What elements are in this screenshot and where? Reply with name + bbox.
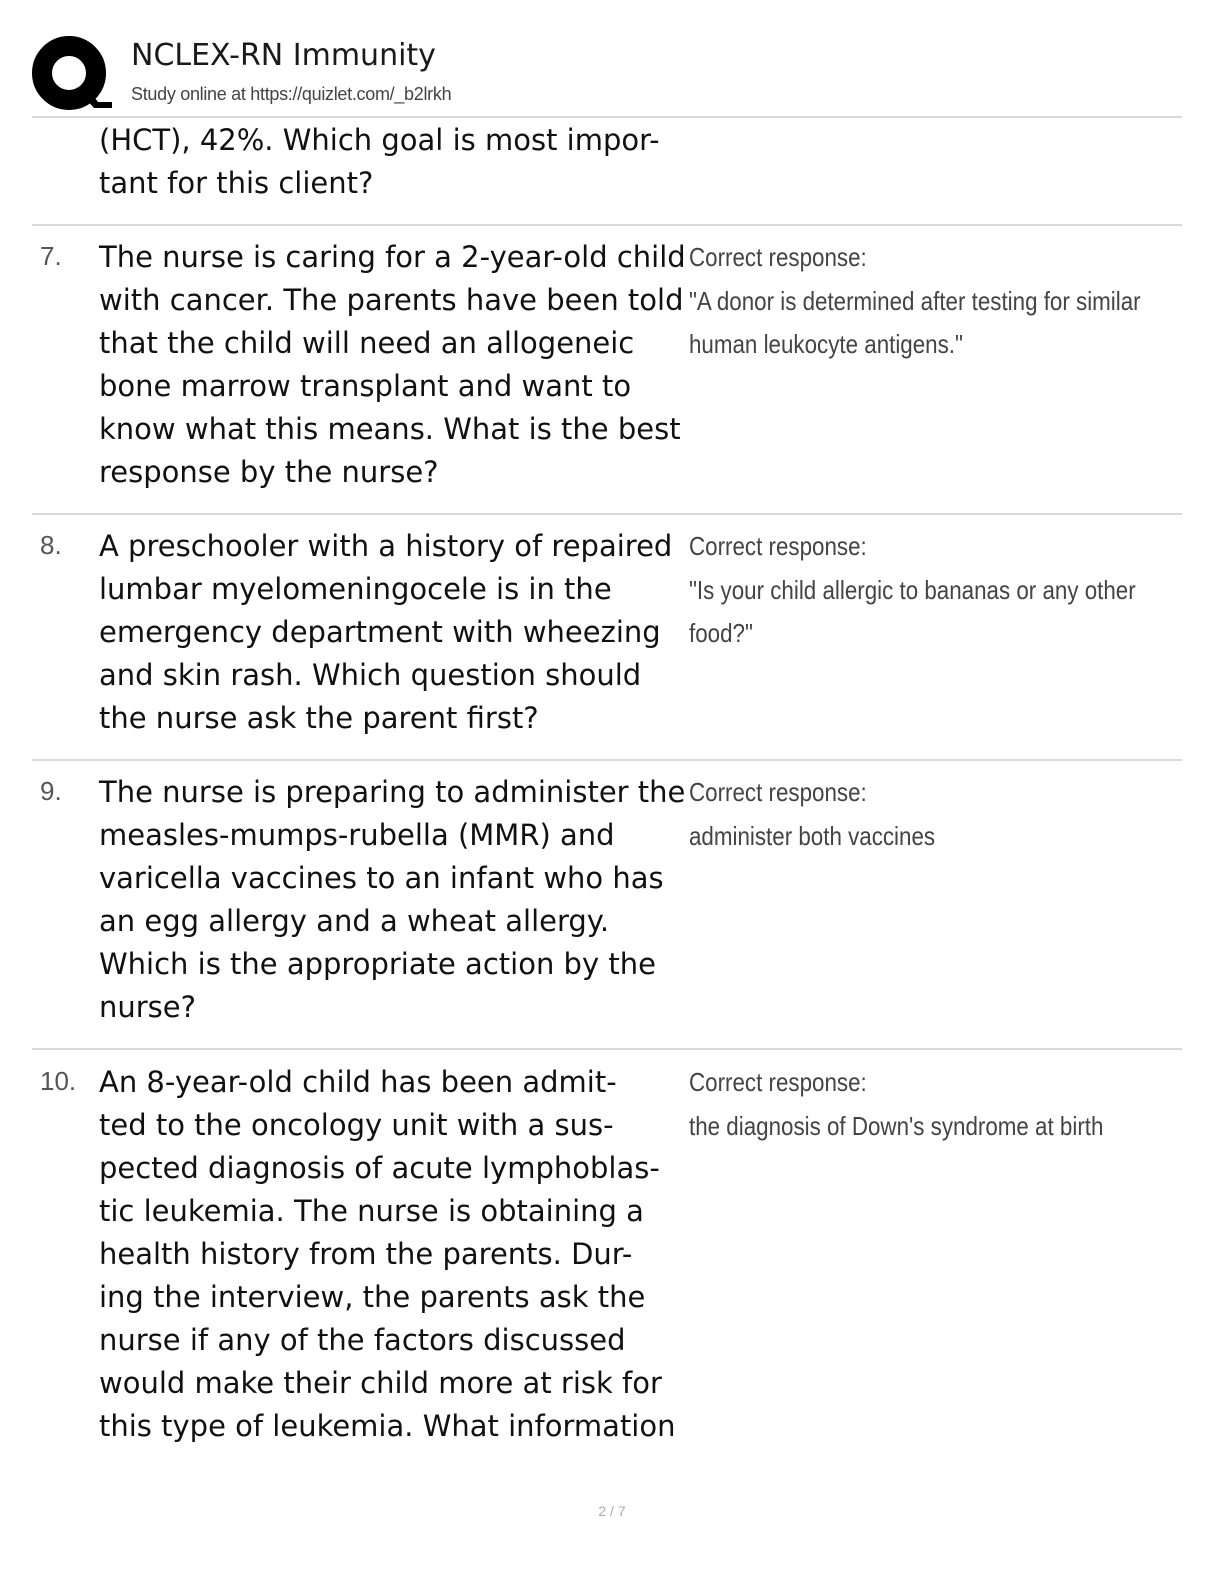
answer-block: [689, 236, 1171, 367]
answer-text: the diagnosis of Down's syndrome at birth: [689, 1110, 1104, 1141]
page-header: [32, 36, 1182, 116]
divider: [32, 759, 1182, 761]
answer-label: Correct response:: [689, 1067, 867, 1097]
answer-block: [689, 525, 1171, 656]
answer-label: Correct response:: [689, 242, 867, 272]
page-title: NCLEX-RN Immunity: [131, 38, 436, 73]
divider: [32, 513, 1182, 515]
study-link[interactable]: Study online at https://quizlet.com/_b2lrkh: [131, 84, 452, 104]
answer-text: "A donor is determined after testing for similar human leukocyte antigens.": [689, 285, 1141, 359]
answer-label: Correct response:: [689, 777, 867, 807]
item-number: 10.: [40, 1066, 77, 1096]
question-text: An 8-year-old child has been admit- ted to the oncology unit with a sus- pected diagnosis of acute lymphoblas- tic leukemia. The nurse is obtaining a health history from the parents. Dur- ing the interview, the parents ask the nurse if any of the factors discussed would make their child more at risk for this type of leukemia. What information: [99, 1065, 676, 1443]
item-number: 8.: [40, 530, 62, 560]
question-text: The nurse is preparing to administer the measles-mumps-rubella (MMR) and varicella vaccines to an infant who has an egg allergy and a wheat allergy. Which is the appropriate action by the nurse?: [99, 775, 686, 1024]
divider: [32, 1048, 1182, 1050]
question-text: The nurse is caring for a 2-year-old child with cancer. The parents have been told that the child will need an allogeneic bone marrow transplant and want to know what this means. What is the best response by the nurse?: [99, 240, 686, 489]
question-continuation: (HCT), 42%. Which goal is most impor- tant for this client?: [99, 123, 660, 200]
answer-label: Correct response:: [689, 531, 867, 561]
answer-text: administer both vaccines: [689, 820, 936, 851]
answer-block: [689, 771, 1171, 858]
quizlet-logo-icon: [32, 36, 112, 116]
item-number: 9.: [40, 776, 62, 806]
item-number: 7.: [40, 241, 62, 271]
page-number: 2 / 7: [598, 1503, 626, 1519]
divider: [32, 224, 1182, 226]
divider: [32, 116, 1182, 118]
answer-block: [689, 1061, 1171, 1148]
question-text: A preschooler with a history of repaired lumbar myelomeningocele is in the emergency department with wheezing and skin rash. Which question should the nurse ask the parent first?: [99, 529, 673, 735]
answer-text: "Is your child allergic to bananas or any other food?": [689, 574, 1136, 648]
